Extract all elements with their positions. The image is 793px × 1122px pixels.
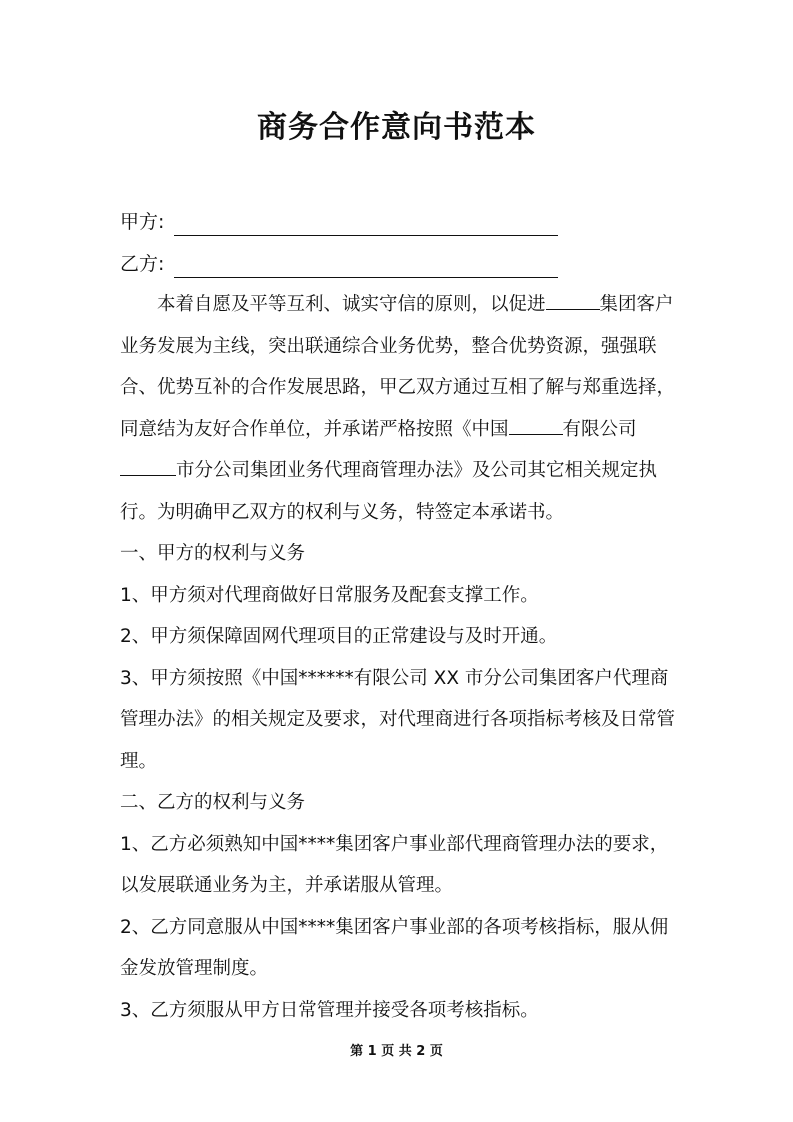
party-b-row: [120, 250, 558, 278]
section-2-item: 1、乙方必须熟知中国****集团客户事业部代理商管理办法的要求，以发展联通业务为主，并承诺服从管理。: [120, 833, 669, 896]
intro-text-3: 有限公司: [562, 418, 637, 440]
section-1-item: 1、甲方须对代理商做好日常服务及配套支撑工作。: [120, 584, 539, 606]
page-number-footer: 第 1 页 共 2 页: [350, 1044, 443, 1059]
party-b-blank-line: [174, 257, 558, 278]
document-title: 商务合作意向书范本: [257, 110, 536, 145]
section-2-heading: 二、乙方的权利与义务: [120, 792, 306, 813]
intro-text-4: 市分公司集团业务代理商管理办法》及公司其它相关规定执行。为明确甲乙双方的权利与义务，特签定本承诺书。: [120, 460, 658, 523]
section-2-item: 2、乙方同意服从中国****集团客户事业部的各项考核指标，服从佣金发放管理制度。: [120, 916, 669, 979]
party-a-label: 甲方:: [120, 211, 165, 233]
document-body: [120, 284, 676, 1031]
intro-text-1: 本着自愿及平等互利、诚实守信的原则，以促进: [157, 294, 546, 315]
section-1-item: 3、甲方须按照《中国******有限公司 XX 市分公司集团客户代理商管理办法》的相关规定及要求，对代理商进行各项指标考核及日常管理。: [120, 667, 676, 772]
section-1-heading: 一、甲方的权利与义务: [120, 543, 306, 564]
party-a-row: [120, 208, 558, 236]
intro-blank-2: [509, 416, 563, 435]
party-a-blank-line: [174, 215, 558, 236]
intro-text-2: 集团客户业务发展为主线，突出联通综合业务优势，整合优势资源，强强联合、优势互补的合作发展思路，甲乙双方通过互相了解与郑重选择，同意结为友好合作单位，并承诺严格按照《中国: [120, 294, 676, 440]
intro-blank-1: [546, 291, 600, 310]
section-1-item: 2、甲方须保障固网代理项目的正常建设与及时开通。: [120, 626, 558, 647]
party-b-label: 乙方:: [120, 253, 165, 275]
section-2-item: 3、乙方须服从甲方日常管理并接受各项考核指标。: [120, 999, 539, 1021]
intro-paragraph: [120, 284, 676, 533]
intro-blank-3: [120, 457, 176, 476]
